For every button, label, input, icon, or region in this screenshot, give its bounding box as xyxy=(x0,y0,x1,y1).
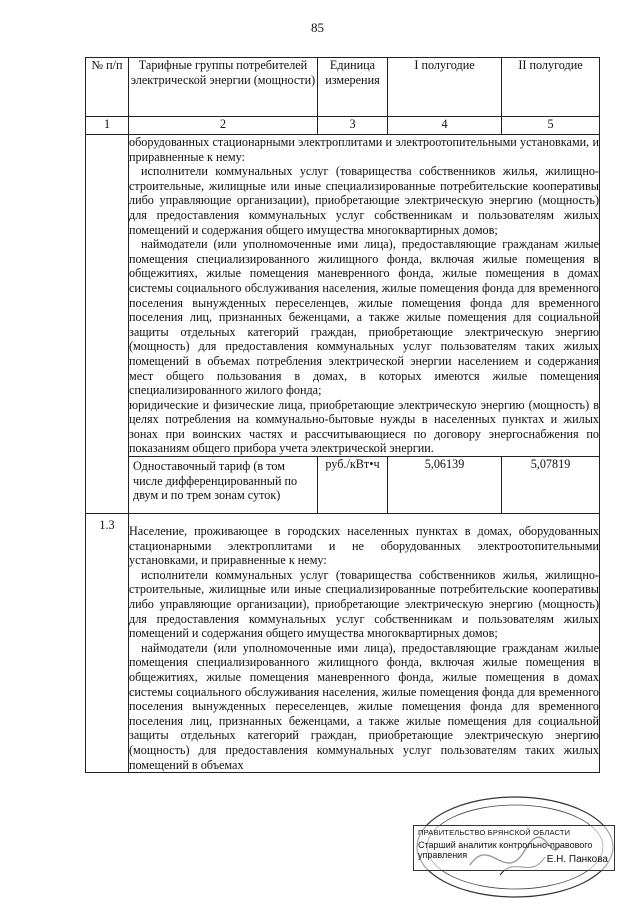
paragraph: оборудованных стационарными электроплитами и электроотопительными установками, и приравненные к нему: xyxy=(129,135,599,164)
tariff-table xyxy=(85,57,600,773)
header-num: № п/п xyxy=(86,58,129,117)
stamp-name: Е.Н. Панкова xyxy=(546,854,608,865)
paragraph: исполнители коммунальных услуг (товарищества собственников жилья, жилищно-строительные, жилищные или иные специализированные потребительские кооперативы либо управляющие организации), приобретающие электрическую энергию (мощность) для предоставления коммунальных услуг собственникам и пользователям жилых помещений и содержания общего имущества многоквартирных домов; xyxy=(129,567,599,641)
section-b-description xyxy=(129,514,600,773)
stamp-org: ПРАВИТЕЛЬСТВО БРЯНСКОЙ ОБЛАСТИ xyxy=(418,828,571,837)
section-b-row xyxy=(86,514,600,773)
paragraph: наймодатели (или уполномоченные ими лица), предоставляющие гражданам жилые помещения специализированного жилищного фонда, включая жилые помещения в общежитиях, жилые помещения маневренного фонда, жилые помещения в домах системы социального обслуживания населения, жилые помещения фонда для временного поселения вынужденных переселенцев, жилые помещения фонда для временного поселения лиц, признанных беженцами, а также жилые помещения для социальной защиты отдельных категорий граждан, приобретающие электрическую энергию (мощность) для предоставления коммунальных услуг пользователям таких жилых помещений в объемах xyxy=(129,640,599,772)
header-group: Тарифные группы потребителей электрической энергии (мощности) xyxy=(129,58,318,117)
index-row xyxy=(86,117,600,135)
tariff-unit: руб./кВт•ч xyxy=(318,457,388,514)
section-a-description xyxy=(129,135,600,457)
tariff-row xyxy=(86,457,600,514)
header-unit: Единица измерения xyxy=(318,58,388,117)
section-a-num xyxy=(86,135,129,514)
tariff-value-half1: 5,06139 xyxy=(388,457,502,514)
table-header-row xyxy=(86,58,600,117)
index-cell: 5 xyxy=(502,117,600,135)
tariff-value-half2: 5,07819 xyxy=(502,457,600,514)
page-number: 85 xyxy=(311,20,324,35)
stamp-title: Старший аналитик контрольно-правового управления xyxy=(418,840,593,860)
section-a-row xyxy=(86,135,600,457)
paragraph: юридические и физические лица, приобретающие электрическую энергию (мощность) в целях потребления на коммунально-бытовые нужды в населенных пунктах и жилых зонах при воинских частях и рассчитывающиеся по договору энергоснабжения по показаниям общего прибора учета электрической энергии. xyxy=(129,397,599,456)
paragraph: исполнители коммунальных услуг (товарищества собственников жилья, жилищно-строительные, жилищные или иные специализированные потребительские кооперативы либо управляющие организации), приобретающие электрическую энергию (мощность) для предоставления коммунальных услуг собственникам и пользователям жилых помещений и содержания общего имущества многоквартирных домов; xyxy=(129,164,599,237)
index-cell: 4 xyxy=(388,117,502,135)
header-half2: II полугодие xyxy=(502,58,600,117)
section-b-num: 1.3 xyxy=(86,514,129,773)
index-cell: 3 xyxy=(318,117,388,135)
paragraph: наймодатели (или уполномоченные ими лица), предоставляющие гражданам жилые помещения специализированного жилищного фонда, включая жилые помещения в общежитиях, жилые помещения маневренного фонда, жилые помещения в домах системы социального обслуживания населения, жилые помещения фонда для временного поселения вынужденных переселенцев, жилые помещения фонда для временного поселения лиц, признанных беженцами, а также жилые помещения для социальной защиты отдельных категорий граждан, приобретающие электрическую энергию (мощность) для предоставления коммунальных услуг пользователям таких жилых помещений в объемах потребления электрической энергии населением и содержания мест общего пользования в домах, в которых имеются жилые помещения специализированного жилого фонда; xyxy=(129,237,599,398)
index-cell: 2 xyxy=(129,117,318,135)
index-cell: 1 xyxy=(86,117,129,135)
header-half1: I полугодие xyxy=(388,58,502,117)
stamp-label xyxy=(413,825,615,871)
paragraph: Население, проживающее в городских населенных пунктах в домах, оборудованных стационарными электроплитами и не оборудованных электроотопительными установками, и приравненные к нему: xyxy=(129,524,599,568)
tariff-name: Одноставочный тариф (в том числе дифференцированный по двум и по трем зонам суток) xyxy=(129,457,318,514)
